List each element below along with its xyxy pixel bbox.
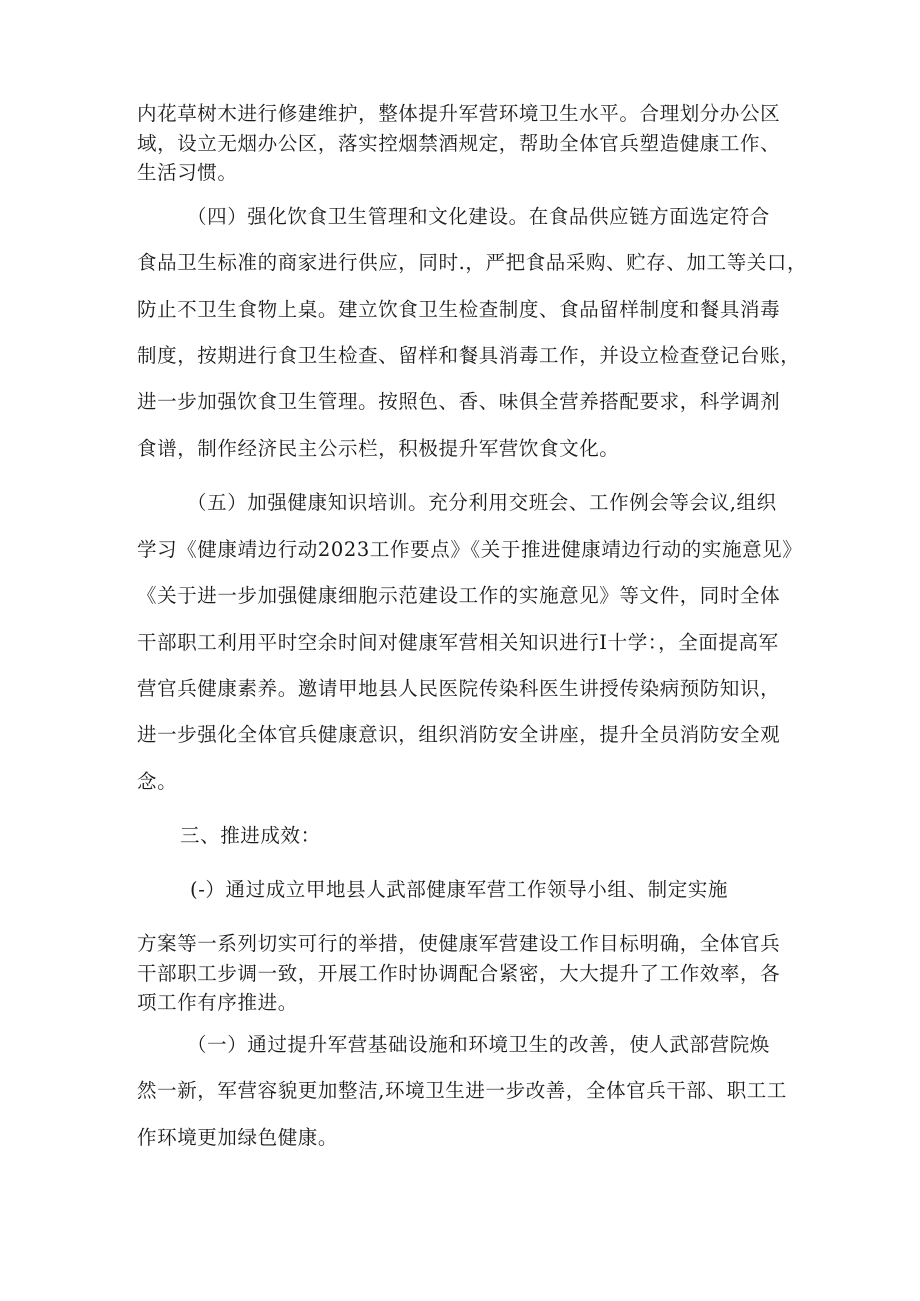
text-line: 营官兵健康素养。邀请甲地县人民医院传染科医生讲授传染病预防知识， <box>137 677 781 700</box>
text-line: 进一步强化全体官兵健康意识，组织消防安全讲座，提升全员消防安全观 <box>137 723 781 746</box>
text-line: 内花草树木进行修建维护，整体提升军营环境卫生水平。合理划分办公区 <box>137 102 781 125</box>
text-line: 作环境更加绿色健康。 <box>137 1126 339 1149</box>
text-line: 《关于进一步加强健康细胞示范建设工作的实施意见》等文件，同时全体 <box>137 584 781 607</box>
text-line: 念。 <box>137 770 178 793</box>
section-heading: 三、推进成效： <box>180 824 321 847</box>
text-line: 项工作有序推进。 <box>137 991 298 1014</box>
text-line: 生活习惯。 <box>137 161 238 184</box>
text-line: 干部职工步调一致，开展工作时协调配合紧密，大大提升了工作效率，各 <box>137 962 781 985</box>
text-line: 食谱，制作经济民主公示栏，积极提升军营饮食文化。 <box>137 437 620 460</box>
text-line: (-）通过成立甲地县人武部健康军营工作领导小组、制定实施 <box>190 878 728 901</box>
text-line: （四）强化饮食卫生管理和文化建设。在食品供应链方面选定符合 <box>187 205 770 228</box>
text-line: 学习《健康靖边行动2023工作要点》《关于推进健康靖边行动的实施意见》 <box>137 538 803 561</box>
text-line: 干部职工利用平时空余时间对健康军营相关知识进行I十学：，全面提高军 <box>137 631 779 654</box>
text-line: 然一新，军营容貌更加整洁,环境卫生进一步改善，全体官兵干部、职工工 <box>137 1079 787 1102</box>
text-line: 域，设立无烟办公区，落实控烟禁酒规定，帮助全体官兵塑造健康工作、 <box>137 132 781 155</box>
text-line: 制度，按期进行食卫生检查、留样和餐具消毒工作，并设立检查登记台账， <box>137 344 801 367</box>
text-line: （一）通过提升军营基础设施和环境卫生的改善，使人武部营院焕 <box>187 1033 770 1056</box>
text-line: 方案等一系列切实可行的举措，使健康军营建设工作目标明确，全体官兵 <box>137 932 781 955</box>
text-line: 防止不卫生食物上桌。建立饮食卫生检查制度、食品留样制度和餐具消毒 <box>137 298 781 321</box>
text-line: （五）加强健康知识培训。充分利用交班会、工作例会等会议,组织 <box>187 491 777 514</box>
text-line: 食品卫生标准的商家进行供应，同时.，严把食品采购、贮存、加工等关口， <box>137 251 808 274</box>
text-line: 进一步加强饮食卫生管理。按照色、香、味俱全营养搭配要求，科学调剂 <box>137 390 781 413</box>
